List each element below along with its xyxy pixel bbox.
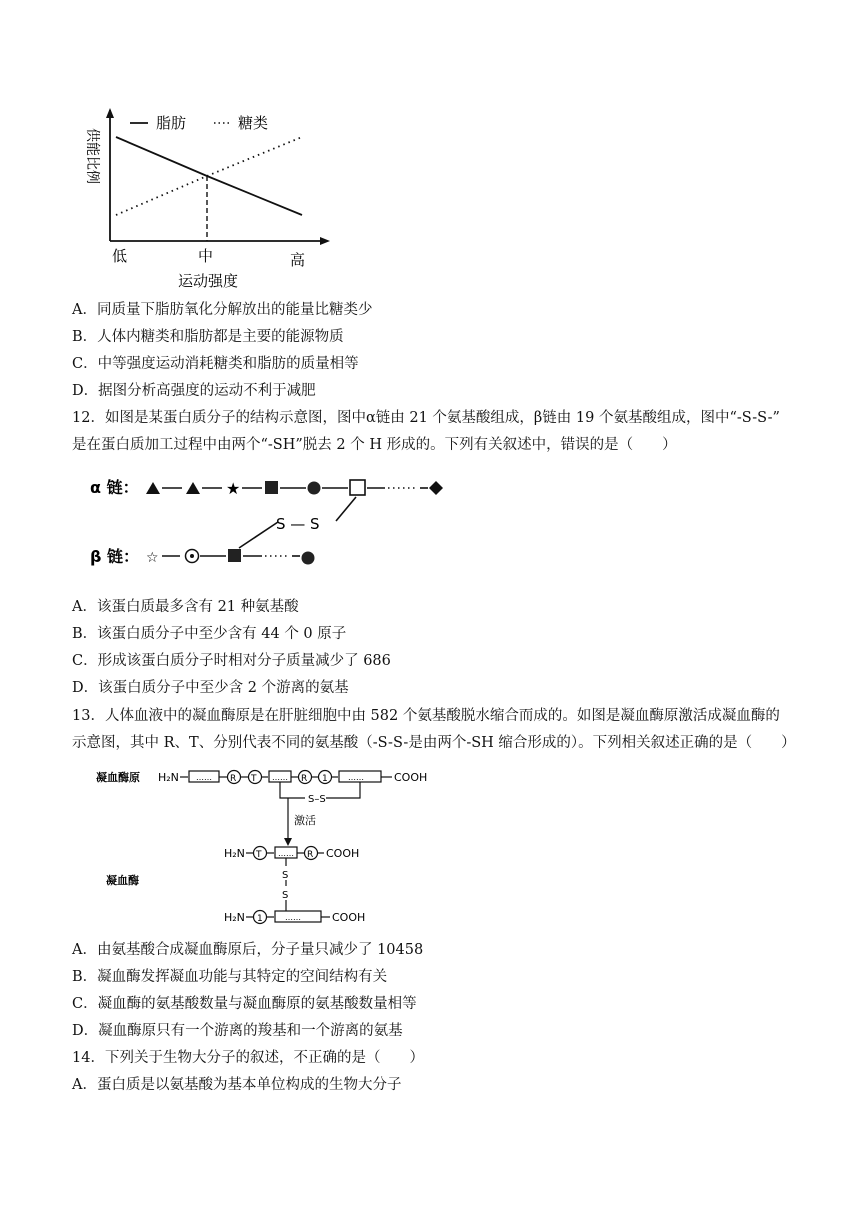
y-axis-arrow xyxy=(106,108,114,118)
segment-dots: …… xyxy=(272,773,288,782)
thrombin-n-term-2: H₂N xyxy=(224,911,245,924)
residue-T-label: T xyxy=(256,850,262,860)
residue-R-label: R xyxy=(307,850,314,860)
q12-stem-line1: 12．如图是某蛋白质分子的结构示意图，图中α链由 21 个氨基酸组成，β链由 19 个氨基酸组成，图中“-S-S-” xyxy=(72,410,780,426)
q13-option-b: B．凝血酶发挥凝血功能与其特定的空间结构有关 xyxy=(72,969,388,985)
alpha-residue-triangle-2 xyxy=(186,482,200,494)
prothrombin-c-term: COOH xyxy=(394,771,428,784)
q13-stem-line1: 13．人体血液中的凝血酶原是在肝脏细胞中由 582 个氨基酸脱水缩合而成的。如图是凝血酶原激活成凝血酶的 xyxy=(72,708,780,724)
q13-stem-line2: 示意图，其中 R、T、分别代表不同的氨基酸（-S-S-是由两个-SH 缩合形成的）。下列相关叙述正确的是（ ） xyxy=(72,735,796,751)
residue-T-label: T xyxy=(251,774,257,784)
alpha-residue-triangle-1 xyxy=(146,482,160,494)
q11-option-b: B．人体内糖类和脂肪都是主要的能源物质 xyxy=(72,329,344,345)
x-axis-arrow xyxy=(320,237,330,245)
disulfide-link-lower xyxy=(239,522,278,548)
beta-residue-star: ☆ xyxy=(146,550,159,566)
q13-option-c: C．凝血酶的氨基酸数量与凝血酶原的氨基酸数量相等 xyxy=(72,996,417,1012)
legend-sugar-label: 糖类 xyxy=(238,114,269,132)
q13-option-a: A．由氨基酸合成凝血酶原后，分子量只减少了 10458 xyxy=(72,942,424,958)
disulfide-s-2: S xyxy=(282,890,289,901)
alpha-residue-diamond xyxy=(429,481,443,495)
disulfide-bond-label: S — S xyxy=(276,515,320,533)
protein-chain-diagram xyxy=(90,470,460,585)
disulfide-label-top: S–S xyxy=(308,794,326,805)
alpha-residue-open-square xyxy=(350,480,365,495)
residue-1-label: 1 xyxy=(322,774,328,784)
residue-1-label: 1 xyxy=(257,914,263,924)
thrombin-c-term-1: COOH xyxy=(326,847,360,860)
segment-dots: …… xyxy=(278,849,294,858)
beta-residue-dot xyxy=(190,554,194,558)
beta-residue-square xyxy=(228,549,241,562)
legend-fat-label: 脂肪 xyxy=(156,114,187,132)
energy-chart xyxy=(80,106,340,296)
segment-dots: …… xyxy=(348,773,364,782)
q12-option-c: C．形成该蛋白质分子时相对分子质量减少了 686 xyxy=(72,653,391,669)
alpha-residue-circle xyxy=(308,482,321,495)
q14-option-a: A．蛋白质是以氨基酸为基本单位构成的生物大分子 xyxy=(72,1077,402,1093)
segment-dots: …… xyxy=(196,773,212,782)
residue-R-label: R xyxy=(230,774,237,784)
alpha-residue-star: ★ xyxy=(226,479,241,498)
alpha-residue-square xyxy=(265,481,278,494)
beta-chain-label: β 链： xyxy=(90,547,140,566)
activation-label: 激活 xyxy=(294,814,316,827)
x-tick-high: 高 xyxy=(290,251,306,269)
x-tick-mid: 中 xyxy=(198,247,214,265)
q12-option-b: B．该蛋白质分子中至少含有 44 个 0 原子 xyxy=(72,626,347,642)
thrombin-label: 凝血酶 xyxy=(106,874,139,887)
q11-option-d: D．据图分析高强度的运动不利于减肥 xyxy=(72,383,316,399)
x-axis-label: 运动强度 xyxy=(178,272,239,290)
disulfide-s-1: S xyxy=(282,870,289,881)
q12-option-a: A．该蛋白质最多含有 21 种氨基酸 xyxy=(72,599,299,615)
q13-option-d: D．凝血酶原只有一个游离的羧基和一个游离的氨基 xyxy=(72,1023,403,1039)
activation-arrowhead xyxy=(284,838,292,846)
prothrombin-activation-diagram xyxy=(96,762,436,937)
alpha-chain-label: α 链： xyxy=(90,478,139,497)
q12-stem-line2: 是在蛋白质加工过程中由两个“-SH”脱去 2 个 H 形成的。下列有关叙述中，错误的是（ ） xyxy=(72,437,677,453)
x-tick-low: 低 xyxy=(112,247,128,265)
prothrombin-label: 凝血酶原 xyxy=(96,771,140,784)
disulfide-link-upper xyxy=(336,497,356,521)
q11-option-a: A．同质量下脂肪氧化分解放出的能量比糖类少 xyxy=(72,302,373,318)
q11-option-c: C．中等强度运动消耗糖类和脂肪的质量相等 xyxy=(72,356,359,372)
q14-stem: 14．下列关于生物大分子的叙述，不正确的是（ ） xyxy=(72,1050,424,1066)
q12-option-d: D．该蛋白质分子中至少含 2 个游离的氨基 xyxy=(72,680,349,696)
thrombin-c-term-2: COOH xyxy=(332,911,366,924)
residue-R-label: R xyxy=(301,774,308,784)
y-axis-label: 供能比例 xyxy=(84,128,100,184)
thrombin-n-term-1: H₂N xyxy=(224,847,245,860)
beta-residue-circle xyxy=(302,552,315,565)
prothrombin-n-term: H₂N xyxy=(158,771,179,784)
segment-dots: …… xyxy=(285,913,301,922)
